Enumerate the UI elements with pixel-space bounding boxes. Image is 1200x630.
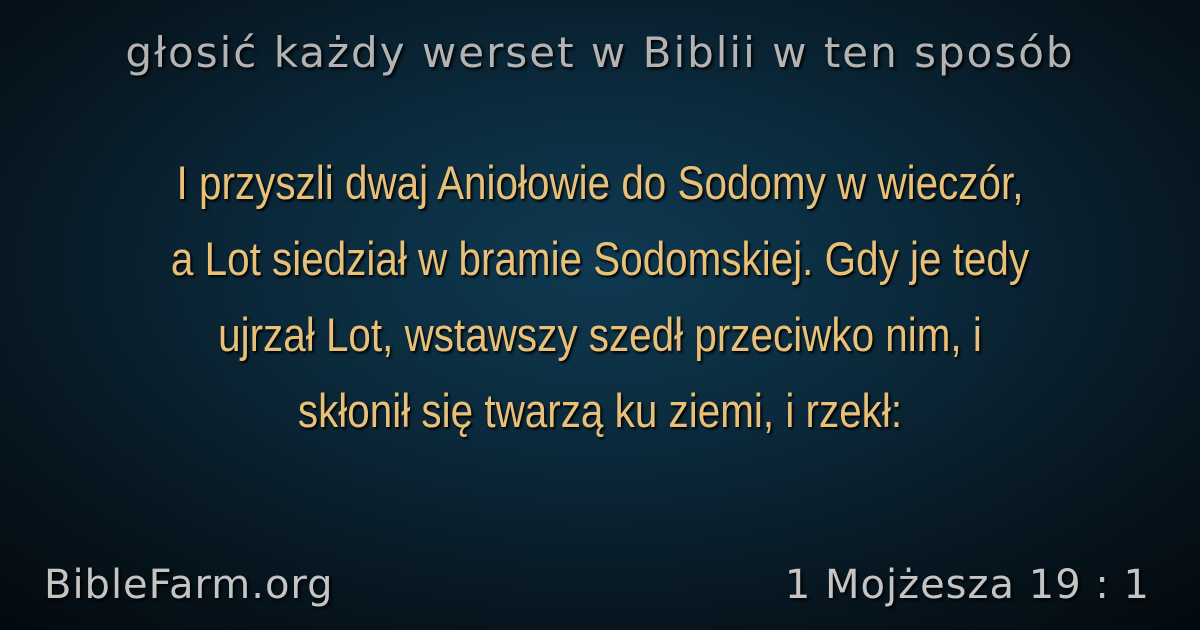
site-brand: BibleFarm.org (44, 562, 334, 608)
verse-line: skłonił się twarzą ku ziemi, i rzekł: (297, 384, 903, 437)
verse-text (118, 145, 1081, 449)
verse-reference: 1 Mojżesza 19 : 1 (784, 562, 1150, 608)
verse-line: ujrzał Lot, wstawszy szedł przeciwko nim, i (218, 308, 982, 361)
verse-line: a Lot siedział w bramie Sodomskiej. Gdy je tedy (170, 232, 1030, 285)
verse-line: I przyszli dwaj Aniołowie do Sodomy w wieczór, (176, 156, 1024, 209)
tagline: głosić każdy werset w Biblii w ten sposób (125, 28, 1075, 77)
